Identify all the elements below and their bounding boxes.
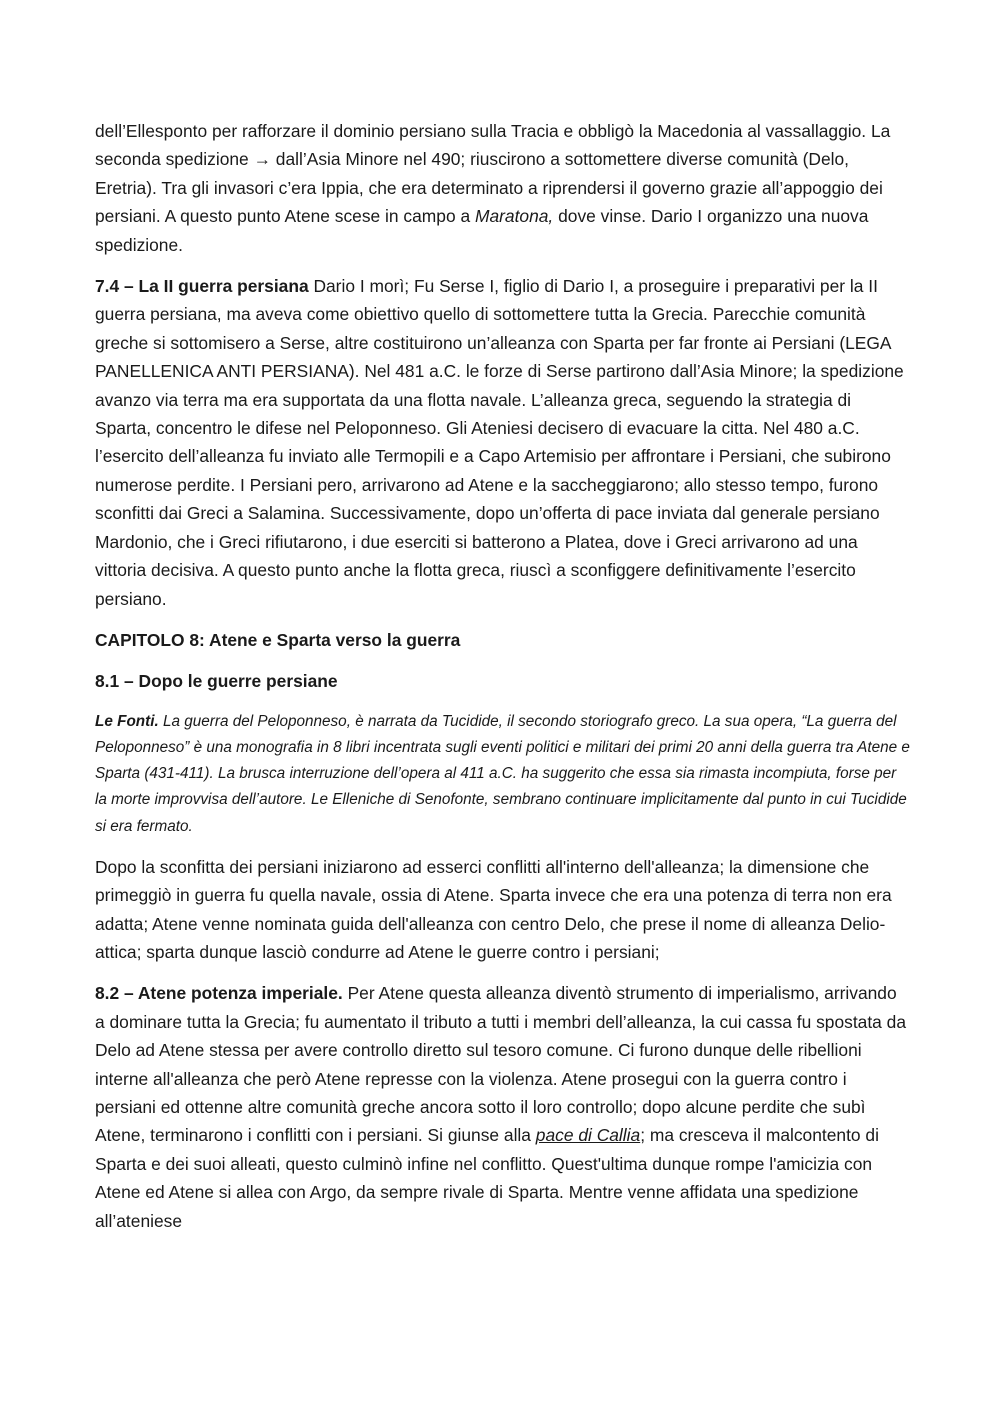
italic-place-name: Maratona,: [474, 206, 554, 227]
section-title-8-1: 8.1 – Dopo le guerre persiane: [95, 671, 338, 692]
section-heading-8-2: 8.2 – Atene potenza imperiale.: [95, 983, 343, 1004]
pace-di-callia-link[interactable]: pace di Callia: [535, 1125, 641, 1146]
paragraph-after-persian-wars: Dopo la sconfitta dei persiani iniziarono ad esserci conflitti all'interno dell'alleanza; la dimensione che primeggiò in guerra fu quella navale, ossia di Atene. Sparta invece che era una potenza di terra non era adatta; Atene venne nominata guida dell'alleanza con centro Delo, che prese il nome di alleanza Delio-attica; sparta dunque lasciò condurre ad Atene le guerre contro i persiani;: [95, 856, 892, 962]
paragraph-text: dell’Ellesponto per rafforzare il dominio persiano sulla Tracia e obbligò la Macedonia al vassallaggio. La seconda spedizione: [95, 121, 891, 170]
chapter-title: CAPITOLO 8: Atene e Sparta verso la guerra: [95, 629, 461, 650]
paragraph-text: dove vinse. Dario I organizzo una nuova spedizione.: [95, 206, 869, 255]
paragraph-text: dall’Asia Minore nel 490; riuscirono a sottomettere diverse comunità (Delo, Eretria). Tra gli invasori c’era Ippia, che era determinato a riprendersi il governo grazie all’appoggio dei persiani. A questo punto Atene scese in campo a: [95, 149, 883, 227]
section-heading-7-4: 7.4 – La II guerra persiana: [95, 276, 309, 297]
paragraph-persian-war-1: [95, 117, 910, 259]
sources-note-text: La guerra del Peloponneso, è narrata da Tucidide, il secondo storiografo greco. La sua opera, “La guerra del Peloponneso” è una monografia in 8 libri incentrata sugli eventi politici e militari dei primi 20 anni della guerra tra Atene e Sparta (431-411). La brusca interruzione dell’opera al 411 a.C. ha suggerito che essa sia rimasta incompiuta, forse per la morte improvvisa dell’autore. Le Elleniche di Senofonte, sembrano continuare implicitamente dal punto in cui Tucidide si era fermato.: [95, 712, 910, 835]
paragraph-text: Dario I morì; Fu Serse I, figlio di Dario I, a proseguire i preparativi per la II guerra persiana, ma aveva come obiettivo quello di sottomettere tutta la Grecia. Parecchie comunità greche si sottomisero a Serse, altre costituirono un’alleanza con Sparta per far fronte ai Persiani (LEGA PANELLENICA ANTI PERSIANA). Nel 481 a.C. le forze di Serse partirono dall’Asia Minore; la spedizione avanzo via terra ma era supportata da una flotta navale. L’alleanza greca, seguendo la strategia di Sparta, concentro le difese nel Peloponneso. Gli Ateniesi decisero di evacuare la citta. Nel 480 a.C. l’esercito dell’alleanza fu inviato alle Termopili e a Capo Artemisio per affrontare i Persiani, che subirono numerose perdite. I Persiani pero, arrivarono ad Atene e la saccheggiarono; allo stesso tempo, furono sconfitti dai Greci a Salamina. Successivamente, dopo un’offerta di pace inviata dal generale persiano Mardonio, che i Greci rifiutarono, i due eserciti si batterono a Platea, dove i Greci arrivarono ad una vittoria decisiva. A questo punto anche la flotta greca, riuscì a sconfiggere definitivamente l’esercito persiano.: [95, 276, 904, 609]
paragraph-second-persian-war: [95, 272, 910, 613]
paragraph-text: Per Atene questa alleanza diventò strumento di imperialismo, arrivando a dominare tutta la Grecia; fu aumentato il tributo a tutti i membri dell’alleanza, la cui cassa fu spostata da Delo ad Atene stessa per avere controllo diretto sul tesoro comune. Ci furono dunque delle ribellioni interne all'alleanza che però Atene represse con la violenza. Atene prosegui con la guerra contro i persiani ed ottenne altre comunità greche ancora sotto il loro controllo; dopo alcune perdite che subì Atene, terminarono i conflitti con i persiani. Si giunse alla: [95, 983, 907, 1146]
document-page: [95, 117, 910, 1248]
paragraph-athens-imperial: [95, 979, 910, 1235]
paragraph-text: ; ma cresceva il malcontento di Sparta e dei suoi alleati, questo culminò infine nel conflitto. Quest'ultima dunque rompe l'amicizia con Atene ed Atene si allea con Argo, da sempre rivale di Sparta. Mentre venne affidata una spedizione all’ateniese: [95, 1125, 879, 1231]
sources-note-label: Le Fonti.: [95, 712, 159, 730]
sources-note: [95, 709, 910, 840]
arrow-icon: →: [253, 149, 271, 170]
